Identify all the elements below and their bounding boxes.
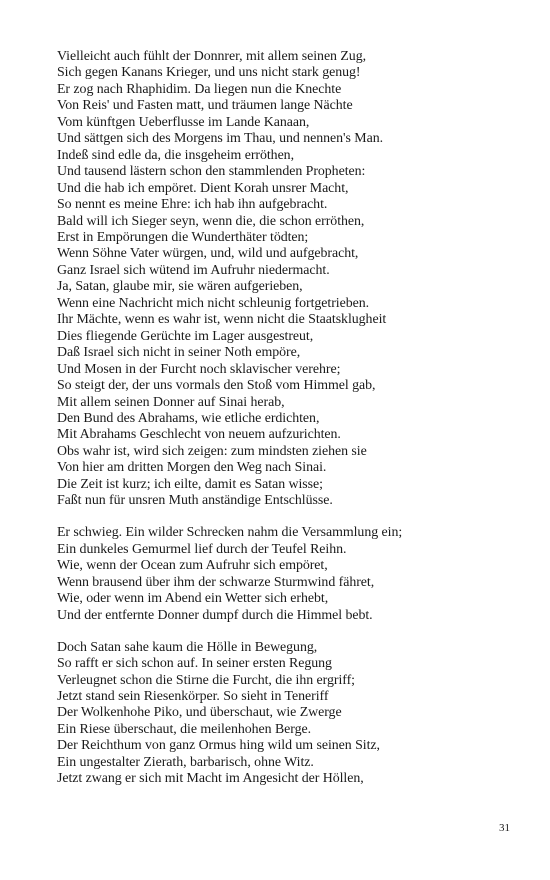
verse-line: Ja, Satan, glaube mir, sie wären aufgerieben, — [57, 279, 303, 295]
verse-line: Wie, wenn der Ocean zum Aufruhr sich empöret, — [57, 558, 328, 574]
verse-line: Dies fliegende Gerüchte im Lager ausgestreut, — [57, 328, 314, 344]
verse-line: Ein dunkeles Gemurmel lief durch der Teufel Reihn. — [57, 541, 347, 557]
verse-line: Und tausend lästern schon den stammlenden Propheten: — [57, 164, 366, 180]
verse-line: So steigt der, der uns vormals den Stoß vom Himmel gab, — [57, 378, 376, 394]
verse-line: Obs wahr ist, wird sich zeigen: zum mindsten ziehen sie — [57, 443, 367, 459]
verse-line: Den Bund des Abrahams, wie etliche erdichten, — [57, 410, 320, 426]
verse-line: Der Wolkenhohe Piko, und überschaut, wie Zwerge — [57, 705, 342, 721]
verse-line: Der Reichthum von ganz Ormus hing wild um seinen Sitz, — [57, 738, 380, 754]
verse-line: Verleugnet schon die Stirne die Furcht, die ihn ergriff; — [57, 672, 355, 688]
verse-line: Und sättgen sich des Morgens im Thau, und nennen's Man. — [57, 131, 384, 147]
verse-line: Und die hab ich empöret. Dient Korah unsrer Macht, — [57, 180, 349, 196]
verse-line: Ganz Israel sich wütend im Aufruhr niedermacht. — [57, 262, 330, 278]
stanza — [57, 640, 507, 788]
verse-line: Von Reis' und Fasten matt, und träumen lange Nächte — [57, 98, 353, 114]
verse-line: Wenn Söhne Vater würgen, und, wild und aufgebracht, — [57, 246, 359, 262]
verse-line: Wenn brausend über ihm der schwarze Sturmwind fähret, — [57, 574, 375, 590]
verse-line: Und der entfernte Donner dumpf durch die Himmel bebt. — [57, 607, 373, 623]
stanza — [57, 525, 507, 624]
verse-line: So rafft er sich schon auf. In seiner ersten Regung — [57, 656, 332, 672]
poem-text — [57, 49, 507, 803]
verse-line: Er schwieg. Ein wilder Schrecken nahm die Versammlung ein; — [57, 525, 403, 541]
verse-line: Bald will ich Sieger seyn, wenn die, die schon erröthen, — [57, 213, 365, 229]
verse-line: Mit allem seinen Donner auf Sinai herab, — [57, 394, 285, 410]
verse-line: Daß Israel sich nicht in seiner Noth empöre, — [57, 345, 301, 361]
verse-line: Jetzt stand sein Riesenkörper. So sieht in Teneriff — [57, 688, 329, 704]
verse-line: Er zog nach Rhaphidim. Da liegen nun die Knechte — [57, 81, 342, 97]
page-number: 31 — [499, 822, 510, 834]
verse-line: Ihr Mächte, wenn es wahr ist, wenn nicht die Staatsklugheit — [57, 312, 387, 328]
verse-line: Jetzt zwang er sich mit Macht im Angesicht der Höllen, — [57, 771, 364, 787]
verse-line: Vom künftgen Ueberflusse im Lande Kanaan, — [57, 114, 310, 130]
verse-line: Die Zeit ist kurz; ich eilte, damit es Satan wisse; — [57, 476, 323, 492]
verse-line: Von hier am dritten Morgen den Weg nach Sinai. — [57, 460, 327, 476]
verse-line: So nennt es meine Ehre: ich hab ihn aufgebracht. — [57, 197, 328, 213]
verse-line: Sich gegen Kanans Krieger, und uns nicht stark genug! — [57, 65, 361, 81]
verse-line: Ein ungestalter Zierath, barbarisch, ohne Witz. — [57, 754, 314, 770]
verse-line: Und Mosen in der Furcht noch sklavischer verehre; — [57, 361, 341, 377]
verse-line: Vielleicht auch fühlt der Donnrer, mit allem seinen Zug, — [57, 49, 367, 64]
verse-line: Mit Abrahams Geschlecht von neuem aufzurichten. — [57, 427, 341, 443]
verse-line: Ein Riese überschaut, die meilenhohen Berge. — [57, 721, 312, 737]
verse-line: Faßt nun für unsren Muth anständige Entschlüsse. — [57, 493, 333, 509]
verse-line: Wie, oder wenn im Abend ein Wetter sich erhebt, — [57, 591, 329, 607]
stanza — [57, 49, 507, 510]
verse-line: Erst in Empörungen die Wunderthäter tödten; — [57, 229, 309, 245]
verse-line: Indeß sind edle da, die insgeheim erröthen, — [57, 147, 295, 163]
verse-line: Wenn eine Nachricht mich nicht schleunig fortgetrieben. — [57, 295, 370, 311]
verse-line: Doch Satan sahe kaum die Hölle in Bewegung, — [57, 639, 318, 655]
